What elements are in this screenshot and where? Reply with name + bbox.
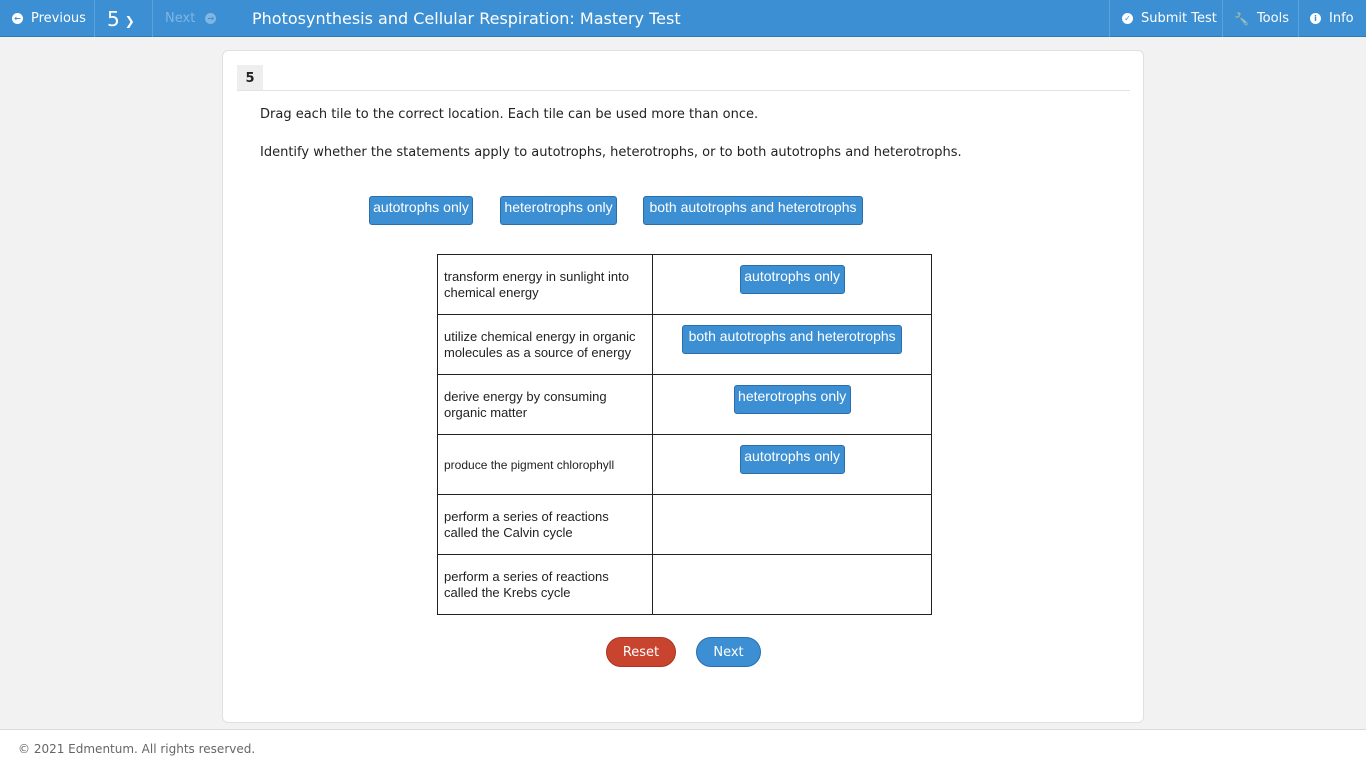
info-button[interactable] — [1299, 0, 1366, 37]
placed-tile[interactable]: autotrophs only — [740, 265, 845, 294]
arrow-right-icon: → — [205, 13, 216, 24]
drop-zone[interactable] — [653, 255, 932, 315]
statement-cell: derive energy by consuming organic matter — [438, 375, 653, 435]
question-number: 5 — [107, 6, 120, 31]
drop-zone[interactable] — [653, 495, 932, 555]
tile-autotrophs-only[interactable]: autotrophs only — [369, 196, 473, 225]
tools-button[interactable] — [1223, 0, 1299, 37]
statement-cell: perform a series of reactions called the Calvin cycle — [438, 495, 653, 555]
next-button[interactable]: Next — [696, 637, 761, 667]
question-card — [222, 50, 1144, 723]
arrow-left-icon: ← — [12, 13, 23, 24]
footer — [0, 729, 1366, 768]
instruction-drag: Drag each tile to the correct location. Each tile can be used more than once. — [260, 107, 759, 122]
info-icon: i — [1310, 13, 1321, 24]
table-row — [438, 495, 932, 555]
top-toolbar — [0, 0, 1366, 37]
reset-button[interactable]: Reset — [606, 637, 676, 667]
next-label: Next — [165, 11, 196, 26]
drop-zone[interactable] — [653, 315, 932, 375]
question-number-badge: 5 — [237, 65, 263, 91]
drop-table — [437, 254, 932, 615]
table-row — [438, 255, 932, 315]
statement-cell: utilize chemical energy in organic molecules as a source of energy — [438, 315, 653, 375]
next-question-button[interactable] — [153, 0, 233, 37]
previous-button[interactable] — [0, 0, 95, 37]
drop-zone[interactable] — [653, 555, 932, 615]
table-row — [438, 315, 932, 375]
placed-tile[interactable]: heterotrophs only — [734, 385, 851, 414]
test-title: Photosynthesis and Cellular Respiration: Mastery Test — [252, 9, 681, 28]
copyright-text: © 2021 Edmentum. All rights reserved. — [18, 742, 256, 756]
statement-cell: transform energy in sunlight into chemical energy — [438, 255, 653, 315]
divider — [237, 90, 1130, 91]
previous-label: Previous — [31, 11, 86, 26]
info-label: Info — [1329, 11, 1354, 26]
table-row — [438, 435, 932, 495]
tools-label: Tools — [1256, 11, 1289, 26]
placed-tile[interactable]: autotrophs only — [740, 445, 845, 474]
statement-cell: produce the pigment chlorophyll — [438, 435, 653, 495]
tile-both[interactable]: both autotrophs and heterotrophs — [643, 196, 863, 225]
table-row — [438, 555, 932, 615]
chevron-down-icon: ❯ — [124, 13, 135, 28]
wrench-icon: 🔧 — [1234, 11, 1249, 26]
submit-test-button[interactable] — [1109, 0, 1223, 37]
question-select-dropdown[interactable] — [95, 0, 153, 37]
placed-tile[interactable]: both autotrophs and heterotrophs — [682, 325, 902, 354]
table-row — [438, 375, 932, 435]
check-circle-icon: ✓ — [1122, 13, 1133, 24]
drop-zone[interactable] — [653, 435, 932, 495]
submit-label: Submit Test — [1141, 11, 1217, 26]
statement-cell: perform a series of reactions called the Krebs cycle — [438, 555, 653, 615]
instruction-identify: Identify whether the statements apply to autotrophs, heterotrophs, or to both autotrophs and heterotrophs. — [260, 145, 962, 160]
drop-zone[interactable] — [653, 375, 932, 435]
tile-heterotrophs-only[interactable]: heterotrophs only — [500, 196, 617, 225]
